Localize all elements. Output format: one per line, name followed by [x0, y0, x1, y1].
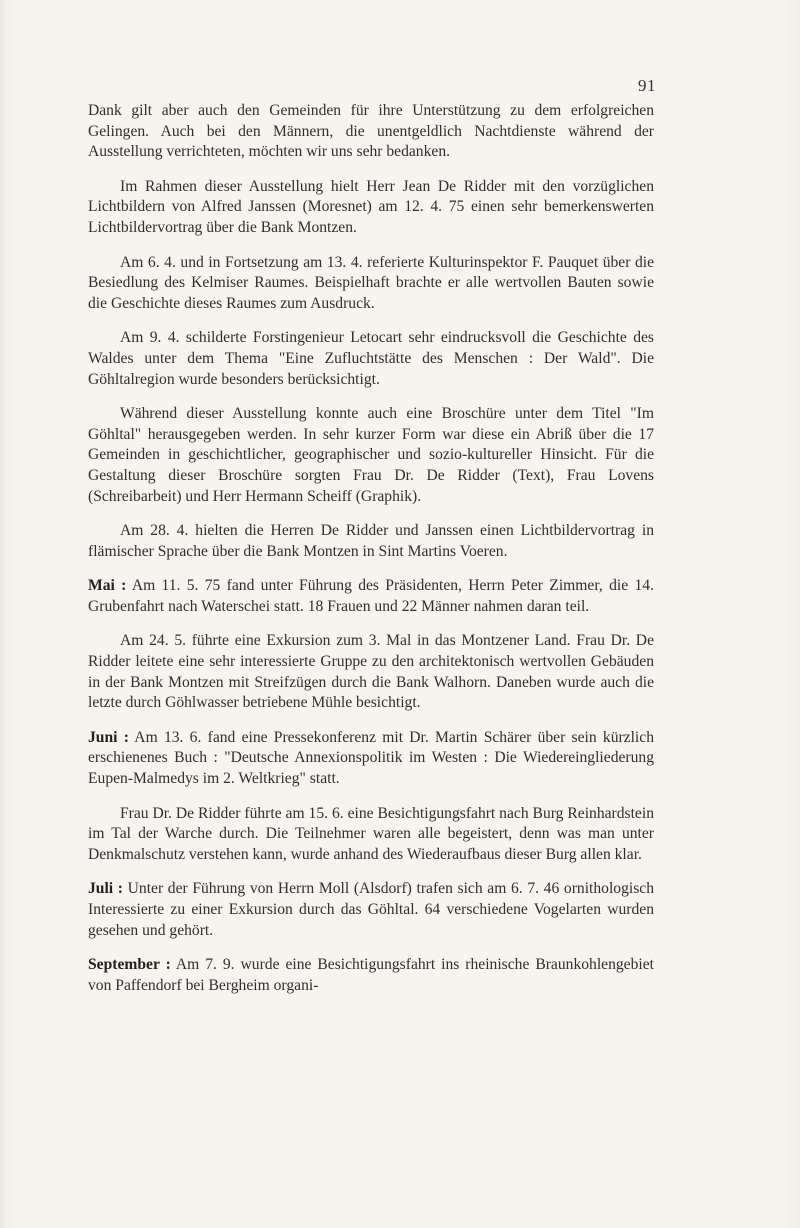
paragraph-text: Am 6. 4. und in Fortsetzung am 13. 4. referierte Kulturinspektor F. Pauquet über die Besiedlung des Kelmiser Raumes. Beispielhaft brachte er alle wertvollen Bauten sowie die Geschichte dieses Raumes zum Ausdruck.	[88, 253, 654, 312]
paragraph-lecture-de-ridder	[88, 177, 654, 239]
paragraph-reinhardstein	[88, 804, 654, 866]
paragraph-lecture-pauquet	[88, 253, 654, 315]
paragraph-lecture-letocart	[88, 328, 654, 390]
paragraph-thanks	[88, 101, 654, 163]
paragraph-text: Am 24. 5. führte eine Exkursion zum 3. Mal in das Montzener Land. Frau Dr. De Ridder leitete eine sehr interessierte Gruppe zu den architektonisch wertvollen Gebäuden in der Bank Montzen mit Streifzügen durch die Bank Walhorn. Daneben wurde auch die letzte durch Göhlwasser betriebene Mühle besichtigt.	[88, 632, 654, 712]
paragraph-juni	[88, 728, 654, 790]
page-number: 91	[638, 76, 656, 95]
paragraph-text: Während dieser Ausstellung konnte auch eine Broschüre unter dem Titel "Im Göhltal" herausgegeben werden. In sehr kurzer Form war diese ein Abriß über die 17 Gemeinden in geschichtlicher, geographischer und sozio-kultureller Hinsicht. Für die Gestaltung dieser Broschüre sorgten Frau Dr. De Ridder (Text), Frau Lovens (Schreibarbeit) und Herr Hermann Scheiff (Graphik).	[88, 405, 654, 505]
month-heading: Mai :	[88, 577, 127, 595]
paragraph-text: Am 11. 5. 75 fand unter Führung des Präsidenten, Herrn Peter Zimmer, die 14. Grubenfahrt nach Waterschei statt. 18 Frauen und 22 Männer nahmen daran teil.	[88, 577, 654, 615]
month-heading: September :	[88, 956, 171, 974]
paragraph-text: Dank gilt aber auch den Gemeinden für ihre Unterstützung zu dem erfolgreichen Gelingen. Auch bei den Männern, die unentgeldlich Nachtdienste während der Ausstellung verrichteten, möchten wir uns sehr bedanken.	[88, 102, 654, 161]
paragraph-text: Am 28. 4. hielten die Herren De Ridder und Janssen einen Lichtbildervortrag in flämischer Sprache über die Bank Montzen in Sint Martins Voeren.	[88, 522, 654, 560]
paragraph-excursion-montzen	[88, 631, 654, 713]
paragraph-juli	[88, 879, 654, 941]
paragraph-text: Frau Dr. De Ridder führte am 15. 6. eine Besichtigungsfahrt nach Burg Reinhardstein im Tal der Warche durch. Die Teilnehmer waren alle begeistert, denn was man unter Denkmalschutz verstehen kann, wurde anhand des Wiederaufbaus dieser Burg allen klar.	[88, 804, 654, 863]
paragraph-text: Im Rahmen dieser Ausstellung hielt Herr Jean De Ridder mit den vorzüglichen Lichtbildern von Alfred Janssen (Moresnet) am 12. 4. 75 einen sehr bemerkenswerten Lichtbildervortrag über die Bank Montzen.	[88, 177, 654, 236]
paragraph-september	[88, 955, 654, 996]
paragraph-brochure	[88, 404, 654, 507]
paragraph-text: Am 7. 9. wurde eine Besichtigungsfahrt ins rheinische Braunkohlengebiet von Paffendorf bei Bergheim organi-	[88, 956, 654, 994]
paragraph-mai	[88, 576, 654, 617]
month-heading: Juni :	[88, 728, 129, 746]
paragraph-lecture-voeren	[88, 521, 654, 562]
month-heading: Juli :	[88, 880, 123, 898]
paragraph-text: Am 13. 6. fand eine Pressekonferenz mit Dr. Martin Schärer über sein kürzlich erschienenes Buch : "Deutsche Annexionspolitik im Westen : Die Wiedereingliederung Eupen-Malmedys im 2. Weltkrieg" statt.	[88, 728, 654, 788]
paragraph-text: Am 9. 4. schilderte Forstingenieur Letocart sehr eindrucksvoll die Geschichte des Waldes unter dem Thema "Eine Zufluchtstätte des Menschen : Der Wald". Die Göhltalregion wurde besonders berücksichtigt.	[88, 329, 654, 388]
page-body	[88, 101, 654, 1010]
paragraph-text: Unter der Führung von Herrn Moll (Alsdorf) trafen sich am 6. 7. 46 ornithologisch Interessierte zu einer Exkursion durch das Göhltal. 64 verschiedene Vogelarten wurden gesehen und gehört.	[88, 880, 654, 939]
